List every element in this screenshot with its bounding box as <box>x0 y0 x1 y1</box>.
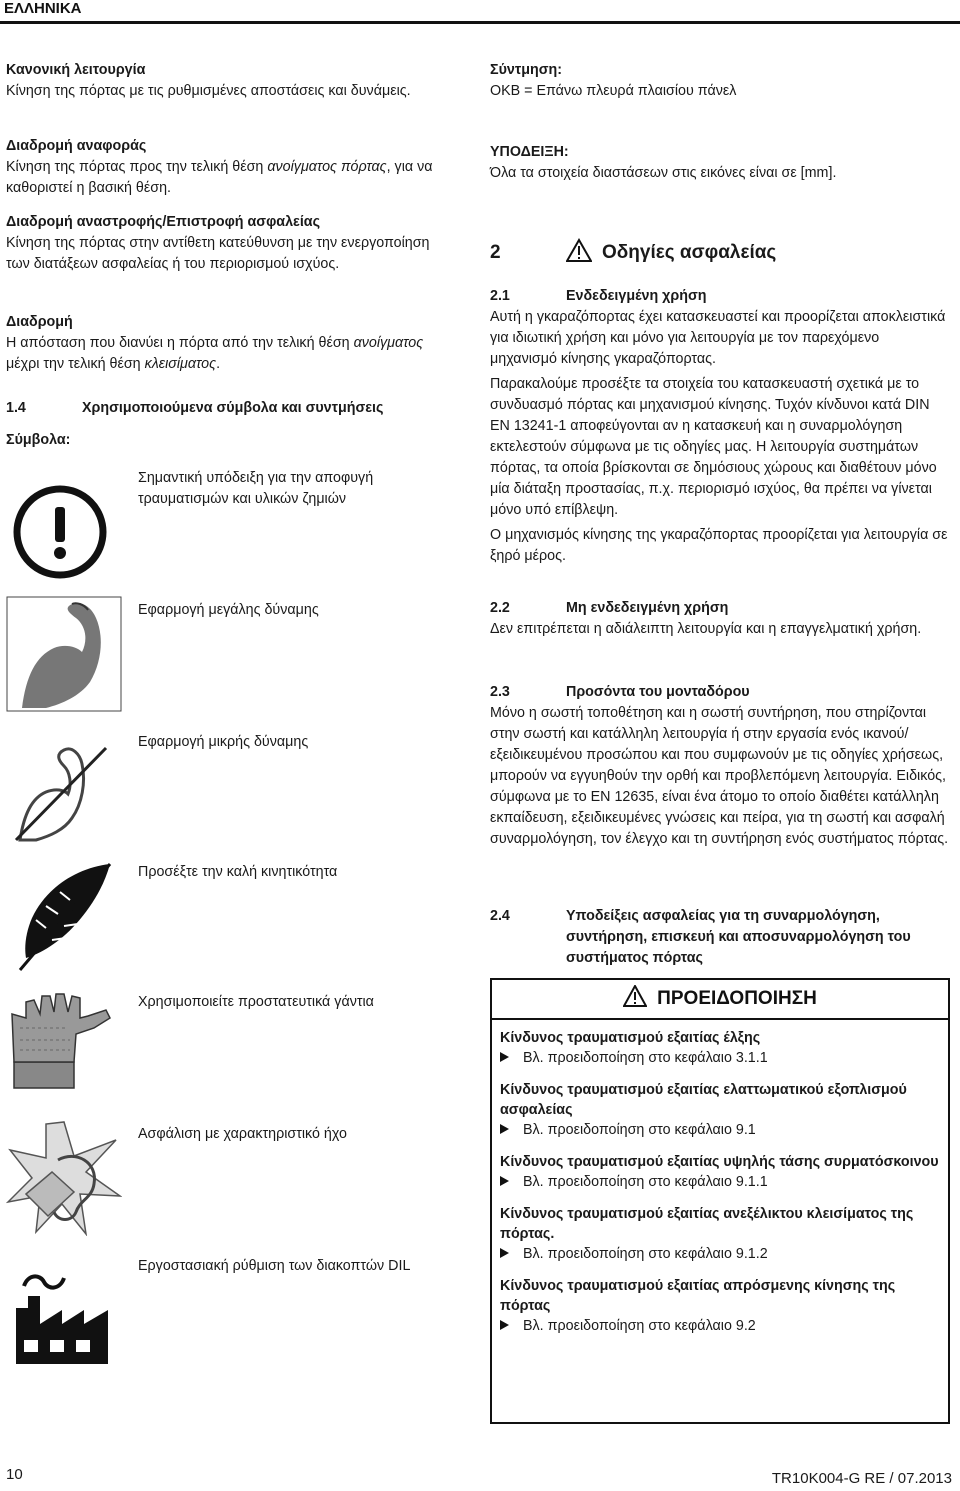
reversal-title: Διαδρομή αναστροφής/Επιστροφή ασφαλείας <box>6 214 321 230</box>
reference-text: Βλ. προειδοποίηση στο κεφάλαιο 9.1.2 <box>523 1246 768 1262</box>
arrow-right-icon <box>500 1052 509 1062</box>
factory-icon <box>6 1252 122 1368</box>
section-2-4 <box>490 906 950 969</box>
section-title: Οδηγίες ασφαλείας <box>602 242 777 263</box>
travel-title: Διαδρομή <box>6 314 73 330</box>
symbol-row <box>6 1120 446 1240</box>
text-run: , για να καθοριστεί η βασική θέση. <box>6 159 433 196</box>
symbol-description: Ασφάλιση με χαρακτηριστικό ήχο <box>138 1126 347 1142</box>
arrow-right-icon <box>500 1176 509 1186</box>
warning-item-title: Κίνδυνος τραυματισμού εξαιτίας απρόσμενης κίνησης της πόρτας <box>500 1278 896 1314</box>
symbol-description: Προσέξτε την καλή κινητικότητα <box>138 864 338 880</box>
warning-exclamation-icon <box>6 464 122 580</box>
subsection-number: 2.4 <box>490 908 510 924</box>
reversal-body: Κίνηση της πόρτας στην αντίθετη κατεύθυνση με την ενεργοποίηση των διατάξεων ασφαλείας ή του περιορισμού ισχύος. <box>6 235 430 272</box>
reference-travel-body <box>6 157 446 199</box>
symbol-description: Εφαρμογή μεγάλης δύναμης <box>138 602 319 618</box>
travel-block <box>6 312 446 375</box>
symbol-row <box>6 858 446 978</box>
note-title: ΥΠΟΔΕΙΞΗ: <box>490 144 569 160</box>
section-1-4-heading <box>6 398 446 419</box>
symbol-row <box>6 596 446 716</box>
arrow-right-icon <box>500 1124 509 1134</box>
page-number: 10 <box>6 1466 23 1483</box>
reference-text: Βλ. προειδοποίηση στο κεφάλαιο 9.1.1 <box>523 1174 768 1190</box>
paragraph: Παρακαλούμε προσέξτε τα στοιχεία του κατασκευαστή σχετικά με το συνδυασμό πόρτας και μηχανισμού κίνησης. Τυχόν κίνδυνοι κατά DIN EN 13241-1 αποφεύγονται αν η κατασκευή και η συναρμολόγηση εκτελεστούν σύμφωνα με τις οδηγίες μας. Η λειτουργία συστημάτων πόρτας, τα οποία βρίσκονται σε δημόσιους χώρους και διαθέτουν μόνο μία διάταξη προστασίας, π.χ. περιορισμό ισχύος, θα πρέπει να γίνεται μόνο υπό επίβλεψη. <box>490 376 937 518</box>
warning-triangle-icon <box>623 983 647 1021</box>
note-body: Όλα τα στοιχεία διαστάσεων στις εικόνες είναι σε [mm]. <box>490 165 837 181</box>
reference-text: Βλ. προειδοποίηση στο κεφάλαιο 9.1 <box>523 1122 756 1138</box>
subsection-number: 2.2 <box>490 600 510 616</box>
warning-item <box>492 1080 948 1140</box>
text-run: Κίνηση της πόρτας προς την τελική θέση <box>6 159 268 175</box>
normal-operation-title: Κανονική λειτουργία <box>6 62 146 78</box>
subsection-heading <box>490 286 950 307</box>
warning-item-title: Κίνδυνος τραυματισμού εξαιτίας ανεξέλικτου κλεισίματος της πόρτας. <box>500 1206 914 1242</box>
subsection-heading <box>490 682 950 703</box>
warning-item-reference <box>500 1120 940 1140</box>
symbol-description: Σημαντική υπόδειξη για την αποφυγή τραυματισμών και υλικών ζημιών <box>138 470 374 507</box>
document-id: TR10K004-G RE / 07.2013 <box>771 1470 952 1487</box>
symbol-description: Χρησιμοποιείτε προστατευτικά γάντια <box>138 994 374 1010</box>
symbol-row <box>6 988 446 1108</box>
text-run-italic: κλεισίματος <box>144 356 217 372</box>
abbreviation-title: Σύντμηση: <box>490 62 562 78</box>
travel-body <box>6 333 446 375</box>
section-number: 1.4 <box>6 400 26 416</box>
warning-item <box>492 1276 948 1336</box>
arrow-right-icon <box>500 1248 509 1258</box>
symbols-label: Σύμβολα: <box>6 432 71 448</box>
text-run: . <box>216 356 221 372</box>
warning-item-reference <box>500 1172 940 1192</box>
section-2-3 <box>490 682 950 850</box>
reference-text: Βλ. προειδοποίηση στο κεφάλαιο 3.1.1 <box>523 1050 768 1066</box>
language-header <box>0 0 960 24</box>
warning-item <box>492 1204 948 1264</box>
warning-box-header <box>492 980 948 1020</box>
note-block <box>490 142 950 184</box>
symbol-row <box>6 464 446 584</box>
paragraph: Δεν επιτρέπεται η αδιάλειπτη λειτουργία και η επαγγελματική χρήση. <box>490 621 922 637</box>
symbol-description: Εφαρμογή μικρής δύναμης <box>138 734 309 750</box>
subsection-title: Προσόντα του μονταδόρου <box>566 684 750 700</box>
language-label: ΕΛΛΗΝΙΚΑ <box>4 0 82 17</box>
paragraph: Μόνο η σωστή τοποθέτηση και η σωστή συντήρηση, που στηρίζονται στην σωστή και κατάλληλη λειτουργία ή στην εργασία ενός ικανού/εξειδικευμένου προσώπου και που συμφωνούν με τις οδηγίες χρήσεως, μπορούν να εγγυηθούν την ορθή και προβλεπόμενη λειτουργία. Ειδικός, σύμφωνα με το EN 12635, είναι ένα άτομο το οποίο διαθέτει κατάλληλη εκπαίδευση, εξειδικευμένες γνώσεις και πείρα, για τη σωστή και ασφαλή συναρμολόγηση, τον έλεγχο και τη συντήρηση ενός συστήματος πόρτας. <box>490 705 949 847</box>
text-run: μέχρι την τελική θέση <box>6 356 145 372</box>
reference-travel-title: Διαδρομή αναφοράς <box>6 138 147 154</box>
subsection-number: 2.3 <box>490 684 510 700</box>
subsection-title: Ενδεδειγμένη χρήση <box>566 288 707 304</box>
section-2-2 <box>490 598 950 640</box>
paragraph: Αυτή η γκαραζόπορτας έχει κατασκευαστεί και προορίζεται αποκλειστικά για ιδιωτική χρήση και μόνο για λειτουργία με τον παρεχόμενο μηχανισμό κίνησης γκαραζόπορτας. <box>490 309 946 367</box>
warning-item-title: Κίνδυνος τραυματισμού εξαιτίας ελαττωματικού εξοπλισμού ασφαλείας <box>500 1082 907 1118</box>
warning-heading: ΠΡΟΕΙΔΟΠΟΙΗΣΗ <box>657 988 817 1009</box>
reference-text: Βλ. προειδοποίηση στο κεφάλαιο 9.2 <box>523 1318 756 1334</box>
subsection-number: 2.1 <box>490 288 510 304</box>
warning-item-reference <box>500 1244 940 1264</box>
abbreviation-block <box>490 60 950 102</box>
warning-triangle-icon <box>566 238 602 272</box>
text-run: Η απόσταση που διανύει η πόρτα από την τελική θέση <box>6 335 354 351</box>
normal-operation-block <box>6 60 446 102</box>
text-run-italic: ανοίγματος <box>353 335 424 351</box>
click-sound-icon <box>6 1120 122 1236</box>
abbreviation-body: OKB = Επάνω πλευρά πλαισίου πάνελ <box>490 83 737 99</box>
text-run-italic: ανοίγματος πόρτας <box>267 159 387 175</box>
subsection-heading <box>490 598 950 619</box>
reversal-block <box>6 212 446 275</box>
section-1-4-line <box>6 398 446 419</box>
strong-arm-icon <box>6 596 122 712</box>
normal-operation-body: Κίνηση της πόρτας με τις ρυθμισμένες αποστάσεις και δυνάμεις. <box>6 83 411 99</box>
warning-box <box>490 978 950 1424</box>
symbols-label-block <box>6 430 446 451</box>
section-2-heading <box>490 238 950 272</box>
symbol-row <box>6 728 446 848</box>
glove-icon <box>6 988 122 1104</box>
reference-travel-block <box>6 136 446 199</box>
subsection-title: Μη ενδεδειγμένη χρήση <box>566 600 729 616</box>
symbol-row <box>6 1252 446 1372</box>
section-2-1 <box>490 286 950 567</box>
symbol-description: Εργοστασιακή ρύθμιση των διακοπτών DIL <box>138 1258 411 1274</box>
warning-item-title: Κίνδυνος τραυματισμού εξαιτίας έλξης <box>500 1030 761 1046</box>
paragraph: Ο μηχανισμός κίνησης της γκαραζόπορτας προορίζεται για λειτουργία σε ξηρό μέρος. <box>490 527 948 564</box>
feather-icon <box>6 858 122 974</box>
weak-arm-icon <box>6 728 122 844</box>
warning-item-reference <box>500 1048 940 1068</box>
warning-item <box>492 1152 948 1192</box>
section-number: 2 <box>490 242 501 263</box>
arrow-right-icon <box>500 1320 509 1330</box>
subsection-title: Υποδείξεις ασφαλείας για τη συναρμολόγηση, συντήρηση, επισκευή και αποσυναρμολόγηση του συστήματος πόρτας <box>566 908 911 966</box>
warning-item-reference <box>500 1316 940 1336</box>
warning-item <box>492 1028 948 1068</box>
section-title: Χρησιμοποιούμενα σύμβολα και συντμήσεις <box>82 400 384 416</box>
warning-item-title: Κίνδυνος τραυματισμού εξαιτίας υψηλής τάσης συρματόσκοινου <box>500 1154 939 1170</box>
